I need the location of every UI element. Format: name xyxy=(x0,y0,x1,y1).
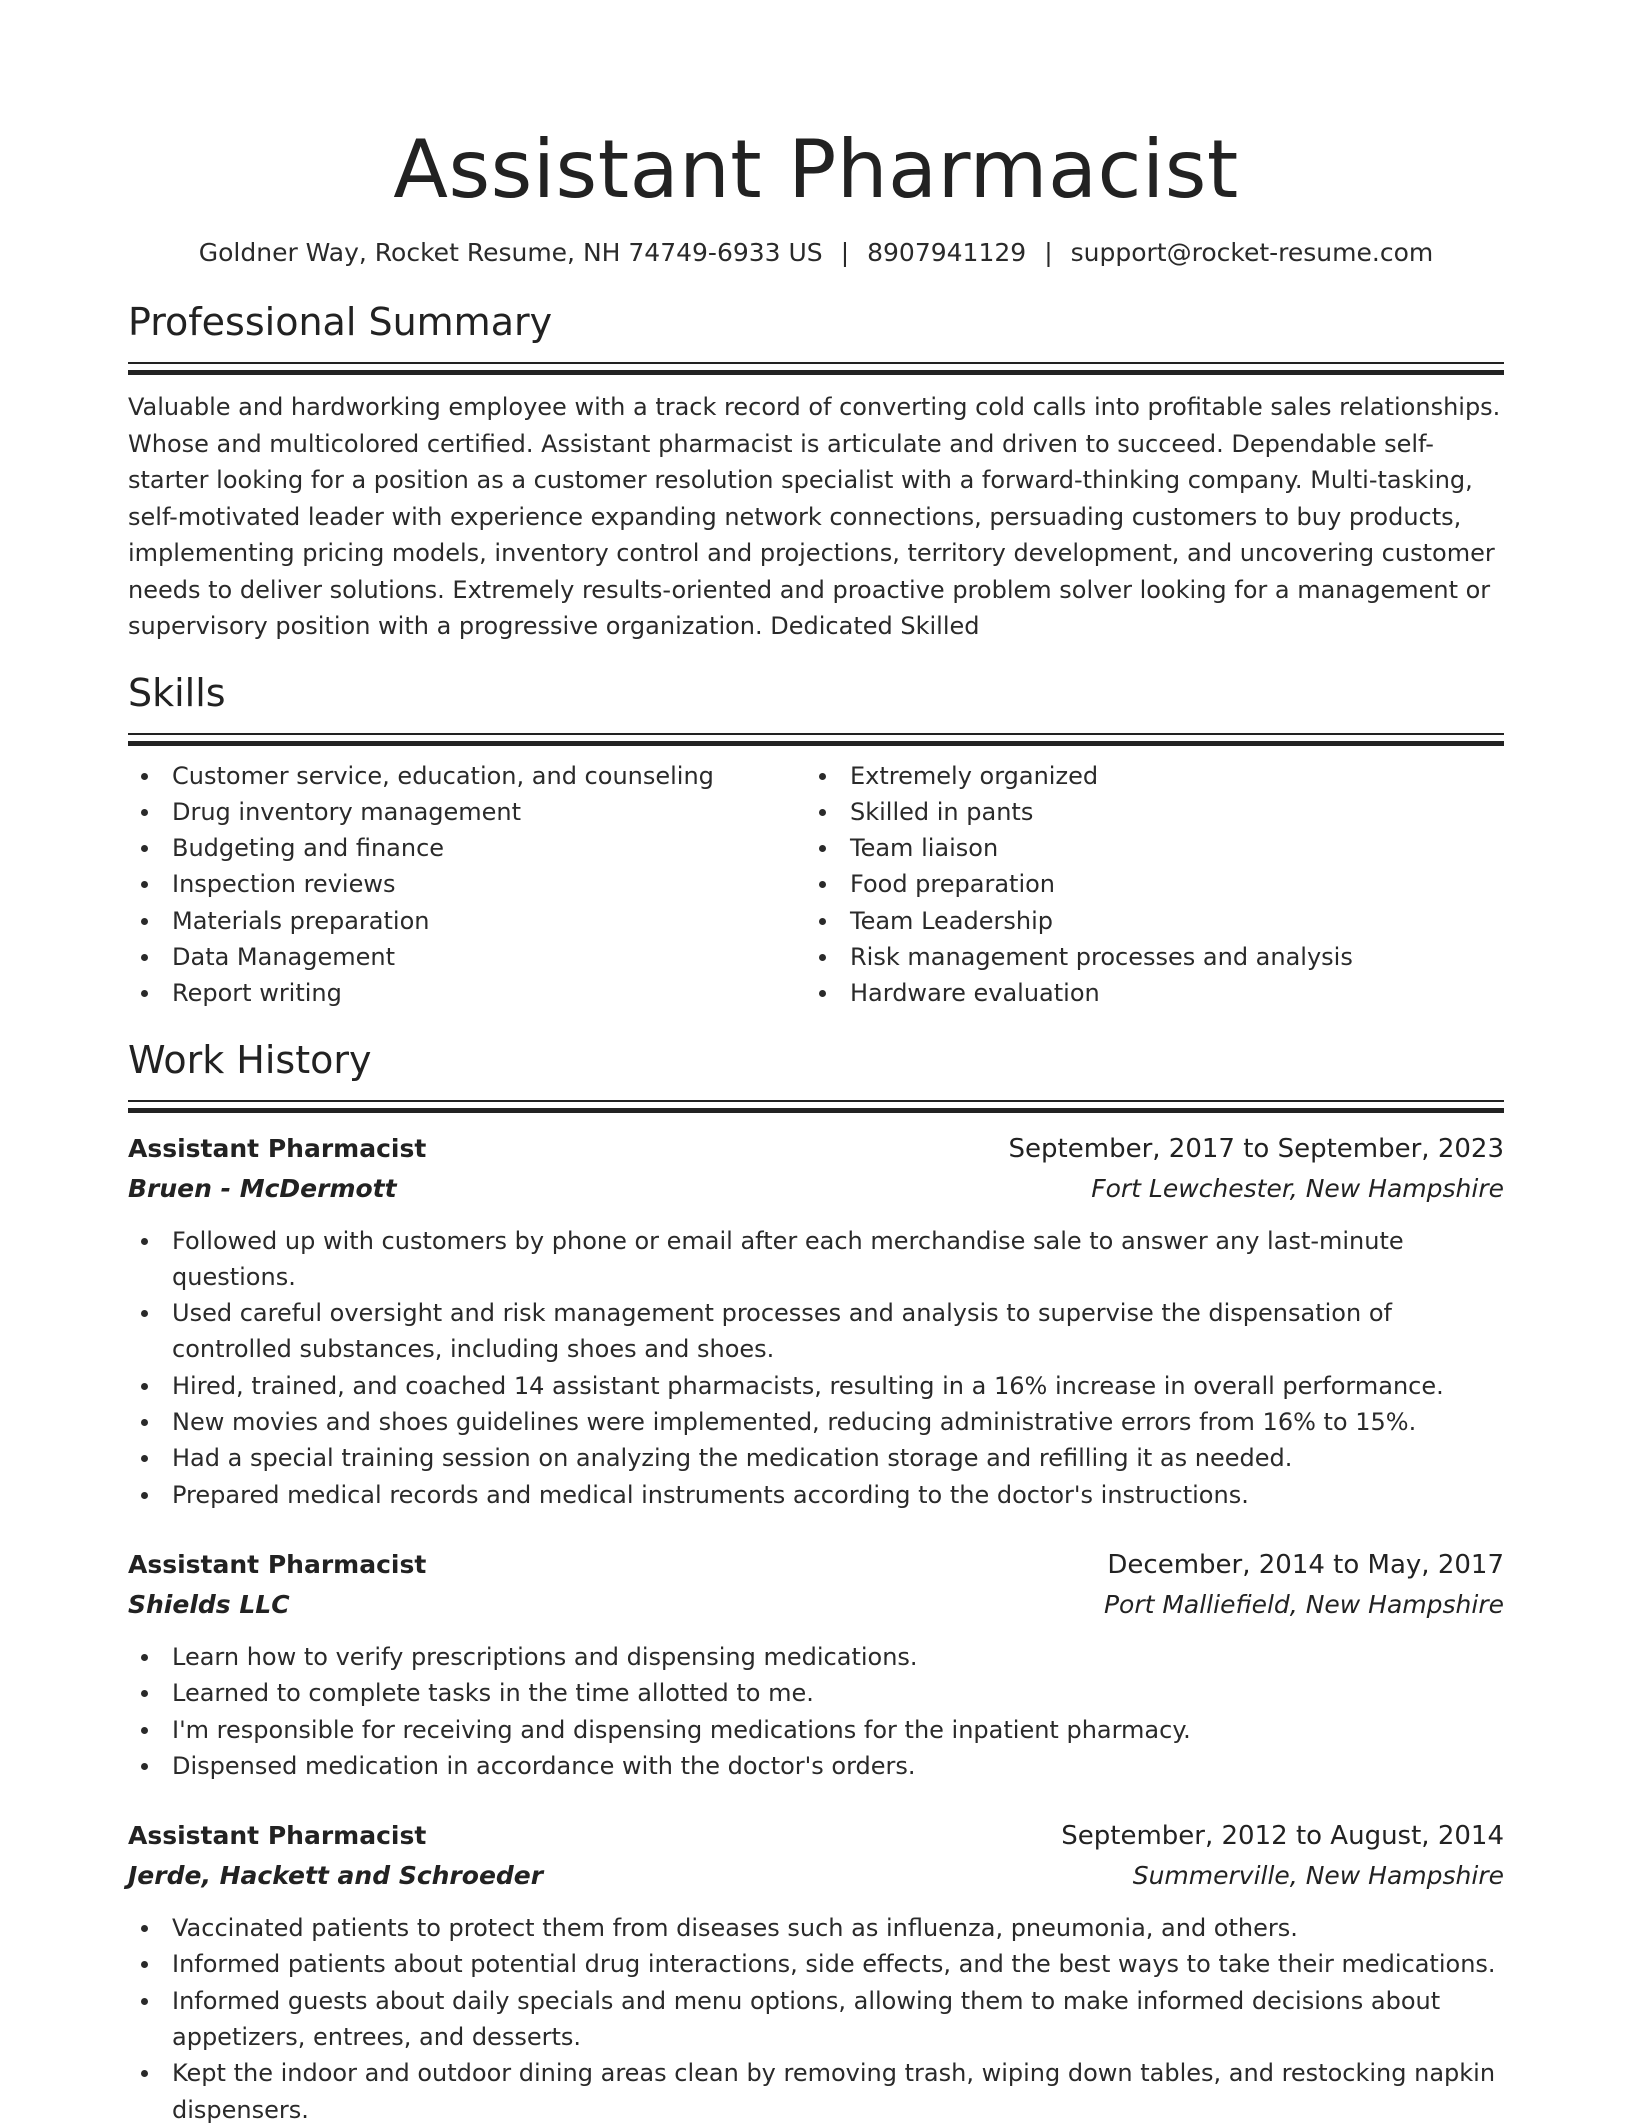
job-header-row xyxy=(128,1545,1504,1585)
job-header-row xyxy=(128,1816,1504,1856)
skill-item: Hardware evaluation xyxy=(806,975,1484,1011)
skills-list-left xyxy=(128,758,806,1012)
skill-item: Data Management xyxy=(128,939,806,975)
skill-item: Team Leadership xyxy=(806,903,1484,939)
contact-phone: 8907941129 xyxy=(867,238,1027,267)
summary-section xyxy=(128,298,1504,645)
resume-page xyxy=(128,0,1504,2128)
job-bullet-list xyxy=(128,1639,1504,1784)
job-company-row xyxy=(128,1169,1504,1209)
job-bullet-list xyxy=(128,1223,1504,1513)
job-dates: December, 2014 to May, 2017 xyxy=(1107,1549,1504,1580)
job-company: Bruen - McDermott xyxy=(128,1173,397,1203)
section-divider xyxy=(128,733,1504,746)
job-header-row xyxy=(128,1129,1504,1169)
contact-address: Goldner Way, Rocket Resume, NH 74749-6933 US xyxy=(198,238,823,267)
skill-item: Risk management processes and analysis xyxy=(806,939,1484,975)
contact-email: support@rocket-resume.com xyxy=(1070,238,1434,267)
skill-item: Materials preparation xyxy=(128,903,806,939)
section-divider xyxy=(128,1100,1504,1113)
job-bullet: Dispensed medication in accordance with the doctor's orders. xyxy=(128,1748,1504,1784)
skill-item: Customer service, education, and counseling xyxy=(128,758,806,794)
skill-item: Report writing xyxy=(128,975,806,1011)
skill-item: Budgeting and finance xyxy=(128,830,806,866)
job-bullet: Learned to complete tasks in the time allotted to me. xyxy=(128,1675,1504,1711)
skills-section xyxy=(128,669,1504,1012)
job-location: Port Malliefield, New Hampshire xyxy=(1103,1589,1504,1619)
job-bullet: Informed guests about daily specials and menu options, allowing them to make informed decisions about appetizers, entrees, and desserts. xyxy=(128,1983,1504,2056)
skills-columns xyxy=(128,758,1504,1012)
job-bullet: Kept the indoor and outdoor dining areas clean by removing trash, wiping down tables, and restocking napkin dispensers. xyxy=(128,2055,1504,2128)
job-location: Summerville, New Hampshire xyxy=(1132,1861,1504,1891)
job-title: Assistant Pharmacist xyxy=(128,1821,427,1851)
job-bullet: Used careful oversight and risk management processes and analysis to supervise the dispensation of controlled substances, including shoes and shoes. xyxy=(128,1295,1504,1368)
job-dates: September, 2017 to September, 2023 xyxy=(1008,1133,1504,1164)
skills-heading: Skills xyxy=(128,670,226,715)
job-entry xyxy=(128,1545,1504,1784)
job-bullet: Learn how to verify prescriptions and dispensing medications. xyxy=(128,1639,1504,1675)
job-bullet: I'm responsible for receiving and dispensing medications for the inpatient pharmacy. xyxy=(128,1712,1504,1748)
skills-list-right xyxy=(806,758,1484,1012)
job-location: Fort Lewchester, New Hampshire xyxy=(1091,1173,1504,1203)
job-bullet: New movies and shoes guidelines were implemented, reducing administrative errors from 16% to 15%. xyxy=(128,1404,1504,1440)
job-bullet: Vaccinated patients to protect them from diseases such as influenza, pneumonia, and others. xyxy=(128,1910,1504,1946)
resume-name: Assistant Pharmacist xyxy=(393,123,1239,216)
job-company-row xyxy=(128,1856,1504,1896)
job-entry xyxy=(128,1816,1504,2128)
job-bullet: Informed patients about potential drug interactions, side effects, and the best ways to take their medications. xyxy=(128,1946,1504,1982)
skill-item: Drug inventory management xyxy=(128,794,806,830)
job-bullet: Hired, trained, and coached 14 assistant pharmacists, resulting in a 16% increase in overall performance. xyxy=(128,1368,1504,1404)
contact-line xyxy=(128,236,1504,270)
job-title: Assistant Pharmacist xyxy=(128,1133,427,1163)
contact-separator: | xyxy=(840,238,850,267)
job-entry xyxy=(128,1129,1504,1513)
job-bullet: Prepared medical records and medical instruments according to the doctor's instructions. xyxy=(128,1477,1504,1513)
job-company: Shields LLC xyxy=(128,1589,290,1619)
job-company: Jerde, Hackett and Schroeder xyxy=(128,1861,544,1891)
job-bullet: Followed up with customers by phone or email after each merchandise sale to answer any last-minute questions. xyxy=(128,1223,1504,1296)
job-dates: September, 2012 to August, 2014 xyxy=(1061,1821,1504,1852)
work-history-heading: Work History xyxy=(128,1037,372,1082)
section-divider xyxy=(128,362,1504,375)
skill-item: Extremely organized xyxy=(806,758,1484,794)
summary-heading: Professional Summary xyxy=(128,300,553,344)
skill-item: Skilled in pants xyxy=(806,794,1484,830)
job-bullet: Had a special training session on analyzing the medication storage and refilling it as needed. xyxy=(128,1440,1504,1476)
job-company-row xyxy=(128,1585,1504,1625)
job-title: Assistant Pharmacist xyxy=(128,1549,427,1579)
summary-text: Valuable and hardworking employee with a track record of converting cold calls into profitable sales relationships. Whose and multicolored certified. Assistant pharmacist is articulate and driven to succeed. Dependable self-starter looking for a position as a customer resolution specialist with a forward-thinking company. Multi-tasking, self-motivated leader with experience expanding network connections, persuading customers to buy products, implementing pricing models, inventory control and projections, territory development, and uncovering customer needs to deliver solutions. Extremely results-oriented and proactive problem solver looking for a management or supervisory position with a progressive organization. Dedicated Skilled xyxy=(128,393,1501,640)
work-history-section xyxy=(128,1036,1504,2128)
job-bullet-list xyxy=(128,1910,1504,2128)
contact-separator: | xyxy=(1044,238,1053,267)
skill-item: Food preparation xyxy=(806,866,1484,902)
skill-item: Team liaison xyxy=(806,830,1484,866)
skill-item: Inspection reviews xyxy=(128,866,806,902)
